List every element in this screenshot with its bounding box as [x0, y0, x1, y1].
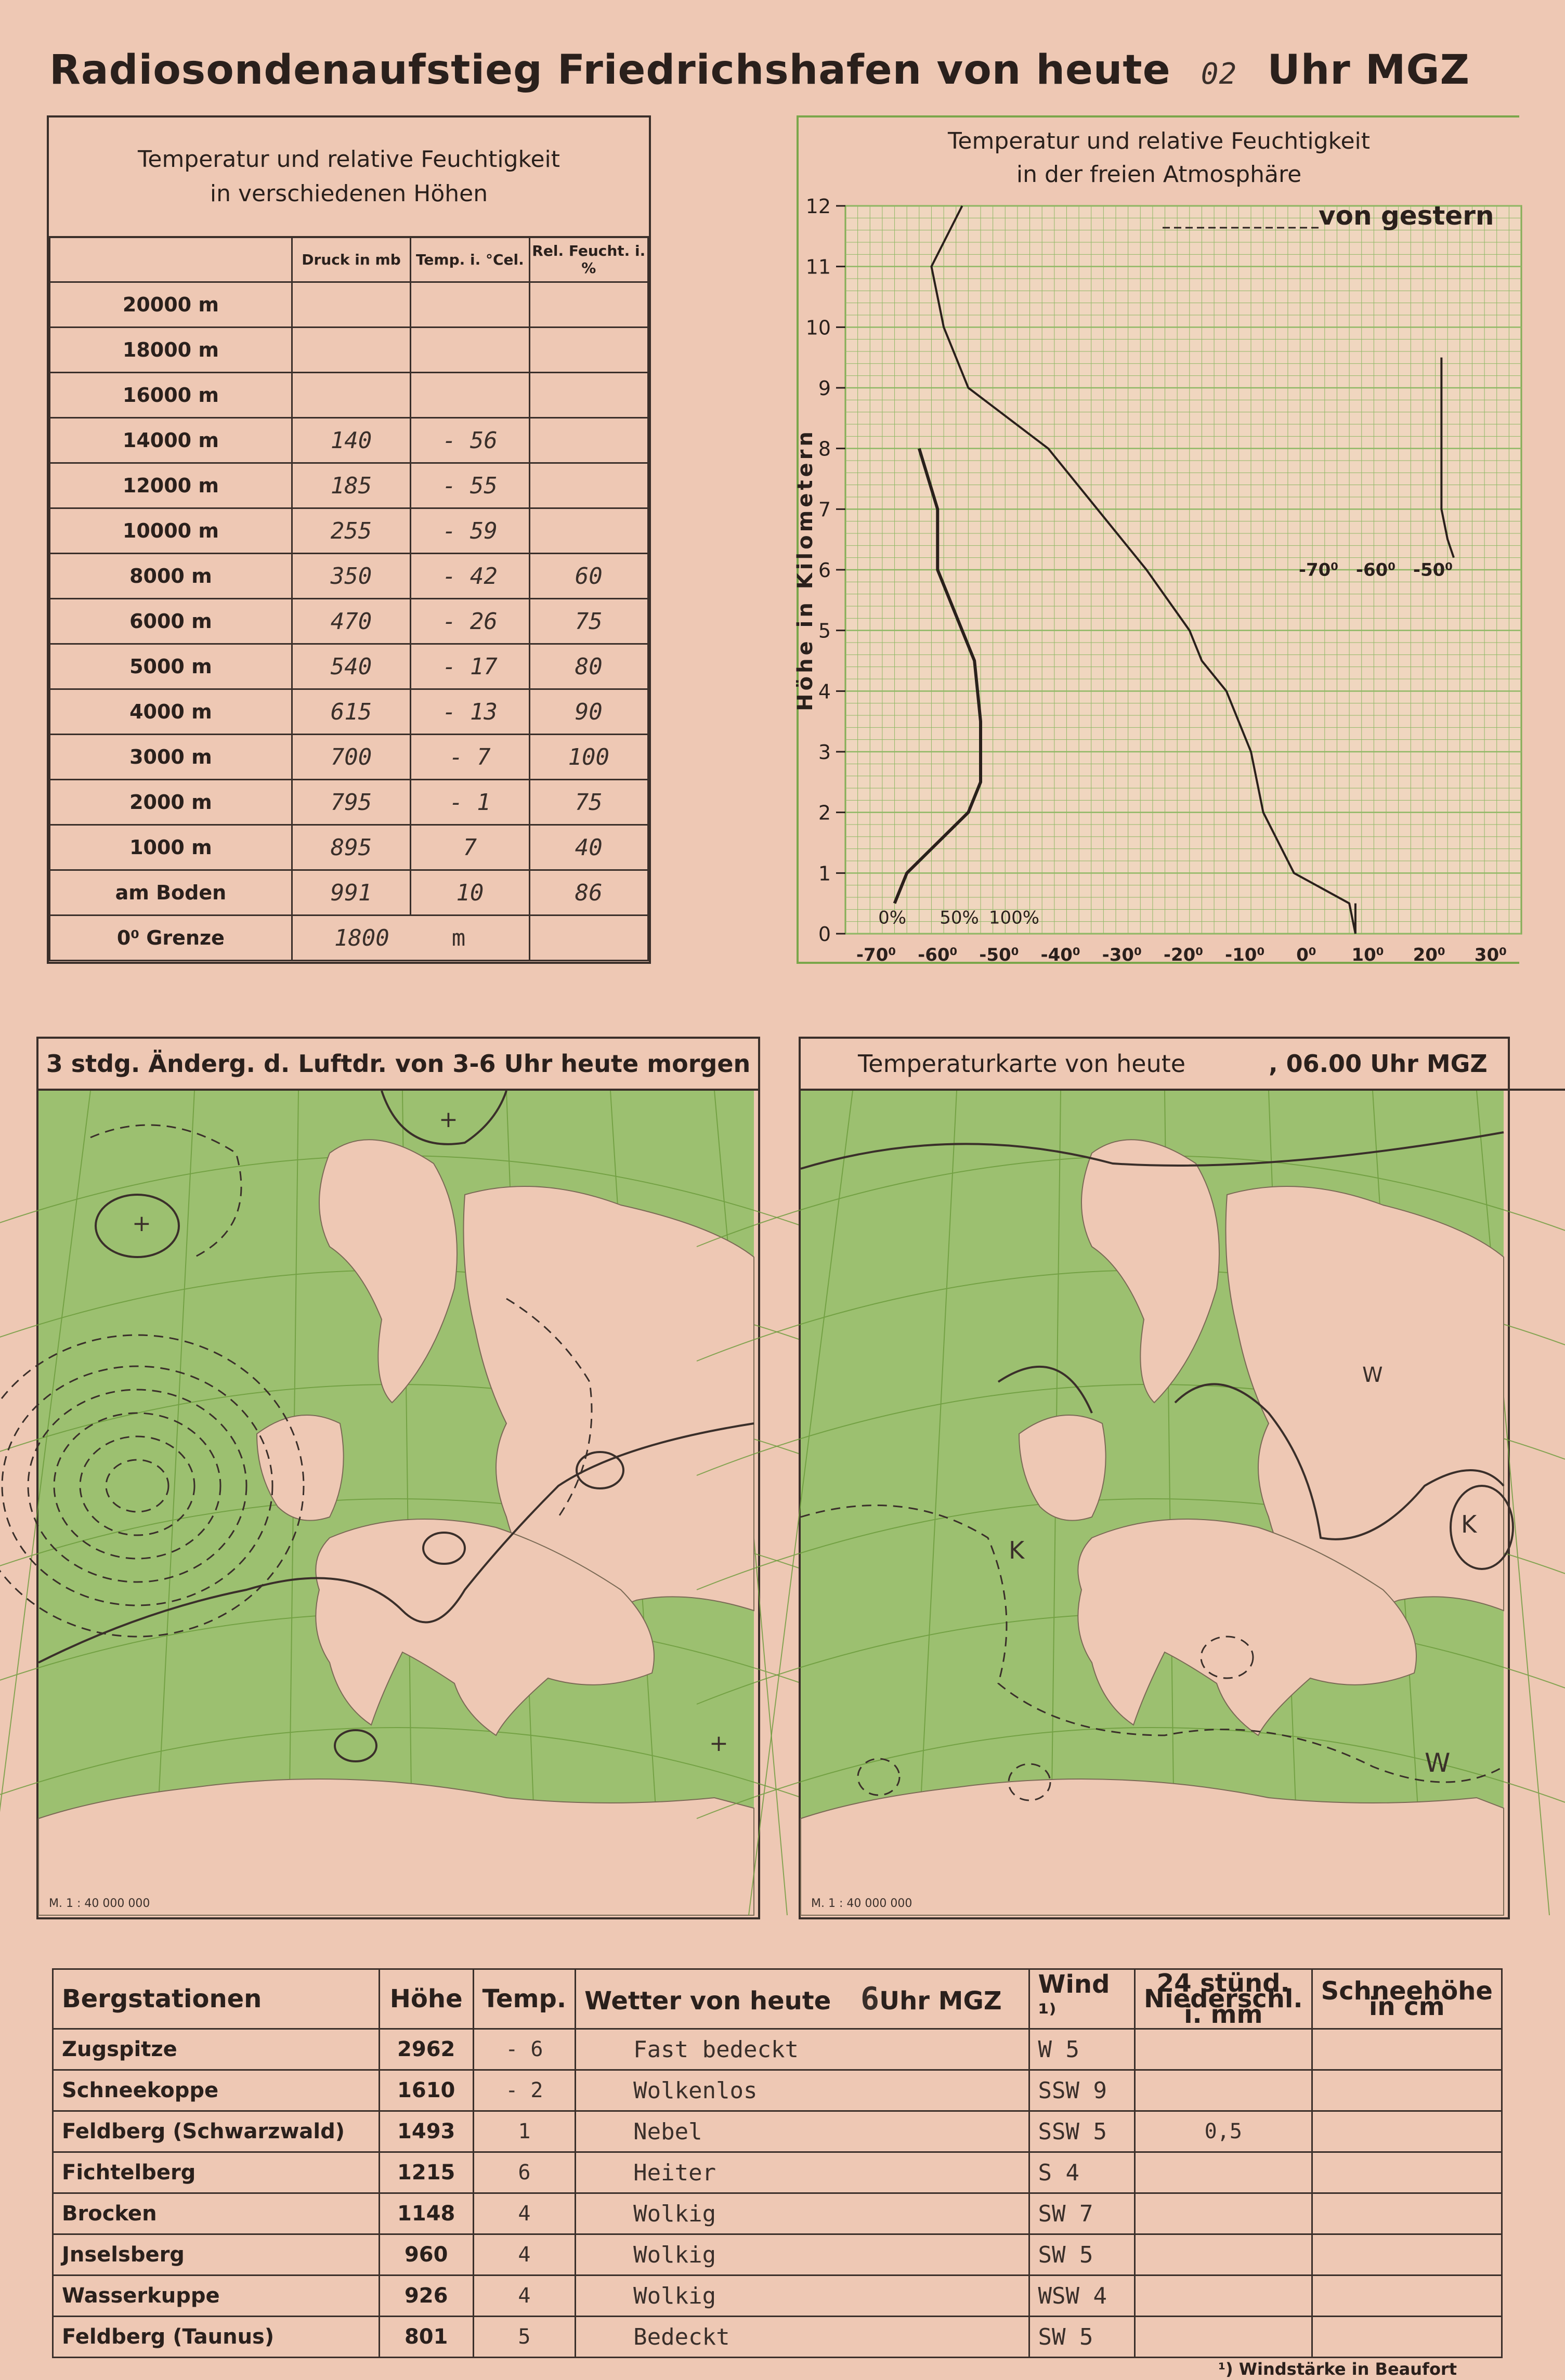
altitude-cell: am Boden: [50, 870, 292, 916]
table-row: [53, 2070, 1502, 2111]
zero-degree-label: 0⁰ Grenze: [50, 916, 292, 961]
humidity-scale-label: 0%: [878, 907, 907, 929]
table-row: [50, 689, 648, 735]
station-wind: SSW 5: [1029, 2111, 1134, 2152]
table-row: [50, 870, 648, 916]
col-wind: Wind ¹⁾: [1029, 1969, 1134, 2029]
y-tick-label: 10: [805, 316, 831, 339]
empty-cell: [529, 916, 648, 961]
humidity-cell: 100: [529, 735, 648, 780]
altitude-cell: 18000 m: [50, 328, 292, 373]
humidity-cell: 75: [529, 780, 648, 825]
table-row: [50, 825, 648, 870]
col-precip: 24 stünd. Niederschl. i. mm: [1134, 1969, 1312, 2029]
col-pressure: Druck in mb: [292, 237, 410, 282]
table-row: [53, 2152, 1502, 2193]
y-tick-label: 2: [818, 801, 831, 825]
atmosphere-chart: [793, 117, 1521, 966]
humidity-cell: 80: [529, 644, 648, 689]
temperature-cell: - 59: [411, 508, 529, 554]
mountain-stations-table: [52, 1968, 1503, 2358]
station-snow: [1312, 2193, 1502, 2234]
chart-title-line-1: Temperatur und relative Feuchtigkeit: [947, 128, 1371, 154]
station-temp: 4: [473, 2276, 576, 2317]
pressure-change-map-panel: [36, 1037, 760, 1919]
table-row: [50, 373, 648, 418]
temperature-cell: [411, 282, 529, 328]
station-wind: SW 7: [1029, 2193, 1134, 2234]
svg-text:W: W: [1362, 1363, 1383, 1387]
station-weather: Wolkenlos: [576, 2070, 1029, 2111]
zero-degree-row: [50, 916, 648, 961]
pressure-cell: 700: [292, 735, 410, 780]
altitude-cell: 6000 m: [50, 599, 292, 644]
pressure-change-map: [38, 1091, 754, 1915]
altitude-cell: 5000 m: [50, 644, 292, 689]
heading-line-1: Temperatur und relative Feuchtigkeit: [137, 146, 560, 173]
temperature-cell: [411, 328, 529, 373]
table-row: [53, 2317, 1502, 2358]
station-snow: [1312, 2276, 1502, 2317]
x-tick-label: -20⁰: [1163, 945, 1204, 965]
humidity-cell: [529, 508, 648, 554]
altitude-cell: 4000 m: [50, 689, 292, 735]
station-temp: 6: [473, 2152, 576, 2193]
y-tick-label: 3: [818, 741, 831, 764]
pressure-cell: 350: [292, 554, 410, 599]
station-weather: Wolkig: [576, 2234, 1029, 2276]
table-row: [53, 2193, 1502, 2234]
pressure-cell: [292, 373, 410, 418]
x-tick-label: 10⁰: [1351, 945, 1384, 965]
altitude-cell: 16000 m: [50, 373, 292, 418]
x-tick-label: -60⁰: [918, 945, 958, 965]
pressure-cell: [292, 282, 410, 328]
title-prefix: Radiosondenaufstieg Friedrichshafen von heute: [49, 47, 1171, 94]
table-row: [53, 2234, 1502, 2276]
svg-text:+: +: [709, 1730, 728, 1757]
station-height: 960: [379, 2234, 473, 2276]
y-tick-label: 1: [818, 862, 831, 885]
y-tick-label: 5: [818, 619, 831, 643]
y-tick-label: 6: [818, 559, 831, 582]
station-snow: [1312, 2234, 1502, 2276]
col-weather: [576, 1969, 1029, 2029]
atmosphere-chart-panel: [793, 115, 1519, 965]
page-title: [0, 47, 1519, 94]
x-tick-label: 30⁰: [1474, 945, 1507, 965]
pressure-cell: 140: [292, 418, 410, 463]
station-snow: [1312, 2111, 1502, 2152]
humidity-cell: [529, 282, 648, 328]
station-temp: 4: [473, 2234, 576, 2276]
x-tick-label: -50⁰: [979, 945, 1019, 965]
pressure-cell: [292, 328, 410, 373]
station-height: 926: [379, 2276, 473, 2317]
pressure-cell: 255: [292, 508, 410, 554]
col-humidity: Rel. Feucht. i. %: [529, 237, 648, 282]
table-row: [50, 735, 648, 780]
y-tick-label: 0: [818, 923, 831, 946]
station-weather: Fast bedeckt: [576, 2029, 1029, 2070]
station-precip: 0,5: [1134, 2111, 1312, 2152]
station-precip: [1134, 2029, 1312, 2070]
humidity-cell: 90: [529, 689, 648, 735]
station-name: Zugspitze: [53, 2029, 380, 2070]
x-tick-label: -40⁰: [1040, 945, 1080, 965]
table-row: [50, 463, 648, 508]
altitude-cell: 20000 m: [50, 282, 292, 328]
table-row: [50, 780, 648, 825]
table-row: [50, 328, 648, 373]
station-snow: [1312, 2029, 1502, 2070]
col-temp: Temp.: [473, 1969, 576, 2029]
temperature-cell: - 26: [411, 599, 529, 644]
zero-degree-value: 1800: [334, 924, 389, 951]
temperature-cell: 7: [411, 825, 529, 870]
altitude-cell: 14000 m: [50, 418, 292, 463]
col-altitude: [50, 237, 292, 282]
humidity-cell: [529, 463, 648, 508]
station-snow: [1312, 2317, 1502, 2358]
pressure-cell: 795: [292, 780, 410, 825]
station-name: Brocken: [53, 2193, 380, 2234]
pressure-cell: 470: [292, 599, 410, 644]
y-axis-label: Höhe in Kilometern: [793, 428, 817, 711]
station-height: 1610: [379, 2070, 473, 2111]
station-temp: 5: [473, 2317, 576, 2358]
station-temp: - 6: [473, 2029, 576, 2070]
altitude-cell: 3000 m: [50, 735, 292, 780]
station-wind: SSW 9: [1029, 2070, 1134, 2111]
radiosonde-table-heading: [49, 117, 649, 238]
temperature-cell: - 1: [411, 780, 529, 825]
temperature-map-panel: [799, 1037, 1510, 1919]
station-precip: [1134, 2276, 1312, 2317]
zero-degree-value-cell: [292, 916, 529, 961]
station-weather: Heiter: [576, 2152, 1029, 2193]
svg-text:+: +: [132, 1210, 151, 1237]
y-tick-label: 4: [818, 680, 831, 703]
col-weather-hour: 6: [860, 1981, 880, 2017]
temperature-cell: - 13: [411, 689, 529, 735]
x-tick-label: -30⁰: [1102, 945, 1142, 965]
temperature-cell: 10: [411, 870, 529, 916]
table-row: [53, 2029, 1502, 2070]
table-row: [53, 2111, 1502, 2152]
station-weather: Nebel: [576, 2111, 1029, 2152]
temperature-map: [801, 1091, 1504, 1915]
humidity-cell: 75: [529, 599, 648, 644]
station-name: Schneekoppe: [53, 2070, 380, 2111]
x-tick-label: -10⁰: [1225, 945, 1265, 965]
temperature-map-title: [801, 1039, 1565, 1091]
station-height: 1215: [379, 2152, 473, 2193]
temperature-map-title-prefix: Temperaturkarte von heute: [858, 1050, 1186, 1078]
table-row: [50, 599, 648, 644]
station-name: Fichtelberg: [53, 2152, 380, 2193]
humidity-cell: [529, 418, 648, 463]
title-hour: 02: [1201, 57, 1237, 91]
station-name: Jnselsberg: [53, 2234, 380, 2276]
right-scale-label: -60⁰: [1355, 559, 1396, 581]
station-temp: - 2: [473, 2070, 576, 2111]
col-temperature: Temp. i. °Cel.: [411, 237, 529, 282]
station-wind: WSW 4: [1029, 2276, 1134, 2317]
pressure-cell: 895: [292, 825, 410, 870]
humidity-cell: 40: [529, 825, 648, 870]
temperature-cell: - 56: [411, 418, 529, 463]
humidity-cell: [529, 373, 648, 418]
svg-text:K: K: [1009, 1536, 1025, 1564]
station-name: Feldberg (Schwarzwald): [53, 2111, 380, 2152]
station-height: 801: [379, 2317, 473, 2358]
altitude-cell: 10000 m: [50, 508, 292, 554]
x-tick-label: 0⁰: [1296, 945, 1316, 965]
pressure-cell: 615: [292, 689, 410, 735]
chart-title-line-2: in der freien Atmosphäre: [1016, 161, 1302, 188]
table-row: [50, 282, 648, 328]
station-precip: [1134, 2193, 1312, 2234]
station-weather: Wolkig: [576, 2276, 1029, 2317]
temperature-map-title-suffix: , 06.00 Uhr MGZ: [1269, 1050, 1488, 1078]
col-station: Bergstationen: [53, 1969, 380, 2029]
right-scale-label: -50⁰: [1413, 559, 1453, 581]
humidity-cell: 86: [529, 870, 648, 916]
temperature-cell: - 7: [411, 735, 529, 780]
temperature-cell: [411, 373, 529, 418]
station-name: Feldberg (Taunus): [53, 2317, 380, 2358]
station-weather: Bedeckt: [576, 2317, 1029, 2358]
station-precip: [1134, 2152, 1312, 2193]
altitude-cell: 1000 m: [50, 825, 292, 870]
station-precip: [1134, 2070, 1312, 2111]
temperature-cell: - 17: [411, 644, 529, 689]
y-tick-label: 7: [818, 498, 831, 521]
col-weather-prefix: Wetter von heute: [584, 1986, 831, 2016]
humidity-cell: [529, 328, 648, 373]
station-wind: SW 5: [1029, 2317, 1134, 2358]
map2-scale: M. 1 : 40 000 000: [811, 1897, 912, 1910]
station-precip: [1134, 2317, 1312, 2358]
station-name: Wasserkuppe: [53, 2276, 380, 2317]
station-wind: SW 5: [1029, 2234, 1134, 2276]
station-snow: [1312, 2152, 1502, 2193]
table-row: [53, 2276, 1502, 2317]
temperature-cell: - 55: [411, 463, 529, 508]
altitude-cell: 2000 m: [50, 780, 292, 825]
yesterday-tag: von gestern: [1319, 201, 1494, 231]
x-tick-label: 20⁰: [1413, 945, 1445, 965]
col-height: Höhe: [379, 1969, 473, 2029]
table-row: [50, 418, 648, 463]
map1-scale: M. 1 : 40 000 000: [49, 1897, 150, 1910]
svg-text:K: K: [1461, 1510, 1477, 1538]
pressure-cell: 540: [292, 644, 410, 689]
humidity-scale-label: 50%: [940, 907, 979, 929]
altitude-cell: 12000 m: [50, 463, 292, 508]
humidity-cell: 60: [529, 554, 648, 599]
station-wind: S 4: [1029, 2152, 1134, 2193]
col-weather-suffix: Uhr MGZ: [879, 1986, 1002, 2016]
footnote: ¹) Windstärke in Beaufort: [1218, 2359, 1457, 2379]
station-weather: Wolkig: [576, 2193, 1029, 2234]
temperature-cell: - 42: [411, 554, 529, 599]
pressure-change-map-title: 3 stdg. Änderg. d. Luftdr. von 3-6 Uhr heute morgen: [38, 1039, 758, 1091]
radiosonde-table-panel: [47, 115, 651, 964]
right-scale-label: -70⁰: [1298, 559, 1339, 581]
zero-degree-unit: m: [451, 924, 466, 951]
mountain-stations-table-panel: [52, 1968, 1503, 2358]
y-tick-label: 9: [818, 377, 831, 400]
station-precip: [1134, 2234, 1312, 2276]
station-temp: 1: [473, 2111, 576, 2152]
x-tick-label: -70⁰: [856, 945, 896, 965]
station-temp: 4: [473, 2193, 576, 2234]
pressure-cell: 185: [292, 463, 410, 508]
radiosonde-column-header: [50, 237, 648, 282]
station-height: 1148: [379, 2193, 473, 2234]
station-height: 2962: [379, 2029, 473, 2070]
altitude-cell: 8000 m: [50, 554, 292, 599]
mountain-table-header: [53, 1969, 1502, 2029]
table-row: [50, 554, 648, 599]
table-row: [50, 644, 648, 689]
station-height: 1493: [379, 2111, 473, 2152]
svg-text:W: W: [1425, 1748, 1451, 1778]
title-suffix: Uhr MGZ: [1267, 47, 1470, 94]
station-snow: [1312, 2070, 1502, 2111]
station-wind: W 5: [1029, 2029, 1134, 2070]
col-snow: Schneehöhe in cm: [1312, 1969, 1502, 2029]
table-row: [50, 508, 648, 554]
y-tick-label: 12: [805, 195, 831, 218]
y-tick-label: 8: [818, 437, 831, 461]
pressure-cell: 991: [292, 870, 410, 916]
radiosonde-table: [49, 236, 649, 961]
y-tick-label: 11: [805, 255, 831, 279]
heading-line-2: in verschiedenen Höhen: [210, 180, 488, 207]
humidity-scale-label: 100%: [988, 907, 1040, 929]
svg-text:+: +: [439, 1106, 458, 1133]
